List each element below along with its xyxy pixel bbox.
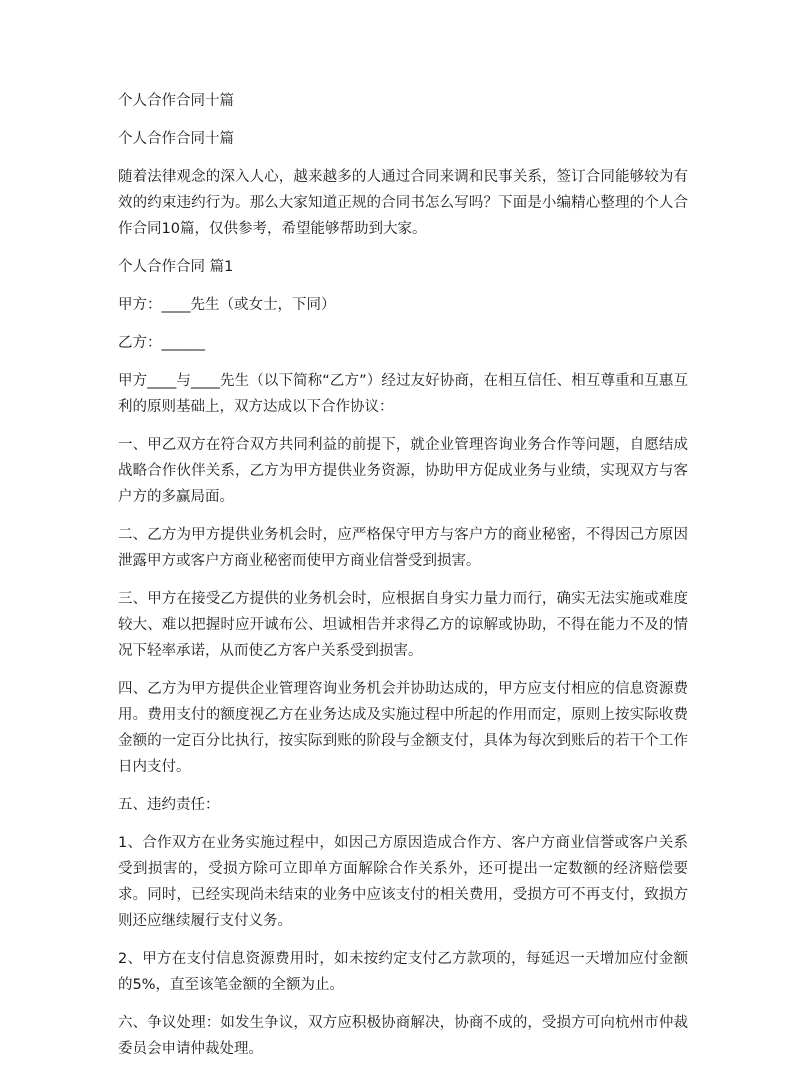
clause-5-1-paragraph: 1、合作双方在业务实施过程中，如因己方原因造成合作方、客户方商业信誉或客户关系受到损害的，受损方除可立即单方面解除合作关系外，还可提出一定数额的经济赔偿要求。同时，已经实现尚未结束的业务中应该支付的相关费用，受损方可不再支付，致损方则还应继续履行支付义务。 [118,835,688,929]
document-title: 个人合作合同十篇 [118,93,234,109]
document-body [118,88,688,1074]
party-a-line: 甲方：____先生（或女士，下同） [118,297,336,313]
clause-3-paragraph: 三、甲方在接受乙方提供的业务机会时，应根据自身实力量力而行，确实无法实施或难度较大、难以把握时应开诚布公、坦诚相告并求得乙方的谅解或协助，不得在能力不及的情况下轻率承诺，从而使乙方客户关系受到损害。 [118,591,688,659]
clause-5-2-paragraph: 2、甲方在支付信息资源费用时，如未按约定支付乙方款项的，每延迟一天增加应付金额的5%，直至该笔金额的全额为止。 [118,951,688,993]
clause-4-paragraph: 四、乙方为甲方提供企业管理咨询业务机会并协助达成的，甲方应支付相应的信息资源费用。费用支付的额度视乙方在业务达成及实施过程中所起的作用而定，原则上按实际收费金额的一定百分比执行，按实际到账的阶段与金额支付，具体为每次到账后的若干个工作日内支付。 [118,681,688,775]
preamble-paragraph: 甲方____与____先生（以下简称“乙方”）经过友好协商，在相互信任、相互尊重和互惠互利的原则基础上，双方达成以下合作协议： [118,373,688,415]
clause-1-paragraph: 一、甲乙双方在符合双方共同利益的前提下，就企业管理咨询业务合作等问题，自愿结成战略合作伙伴关系，乙方为甲方提供业务资源，协助甲方促成业务与业绩，实现双方与客户方的多赢局面。 [118,437,688,505]
clause-6-paragraph: 六、争议处理：如发生争议，双方应积极协商解决，协商不成的，受损方可向杭州市仲裁委员会申请仲裁处理。 [118,1015,688,1057]
intro-paragraph: 随着法律观念的深入人心，越来越多的人通过合同来调和民事关系，签订合同能够较为有效的约束违约行为。那么大家知道正规的合同书怎么写吗？下面是小编精心整理的个人合作合同10篇，仅供参考，希望能够帮助到大家。 [118,169,688,237]
party-b-line: 乙方：______ [118,335,205,351]
clause-2-paragraph: 二、乙方为甲方提供业务机会时，应严格保守甲方与客户方的商业秘密，不得因己方原因泄露甲方或客户方商业秘密而使甲方商业信誉受到损害。 [118,527,688,569]
clause-5-heading: 五、违约责任： [118,797,220,813]
section-heading: 个人合作合同 篇1 [118,259,234,275]
document-subtitle: 个人合作合同十篇 [118,131,234,147]
